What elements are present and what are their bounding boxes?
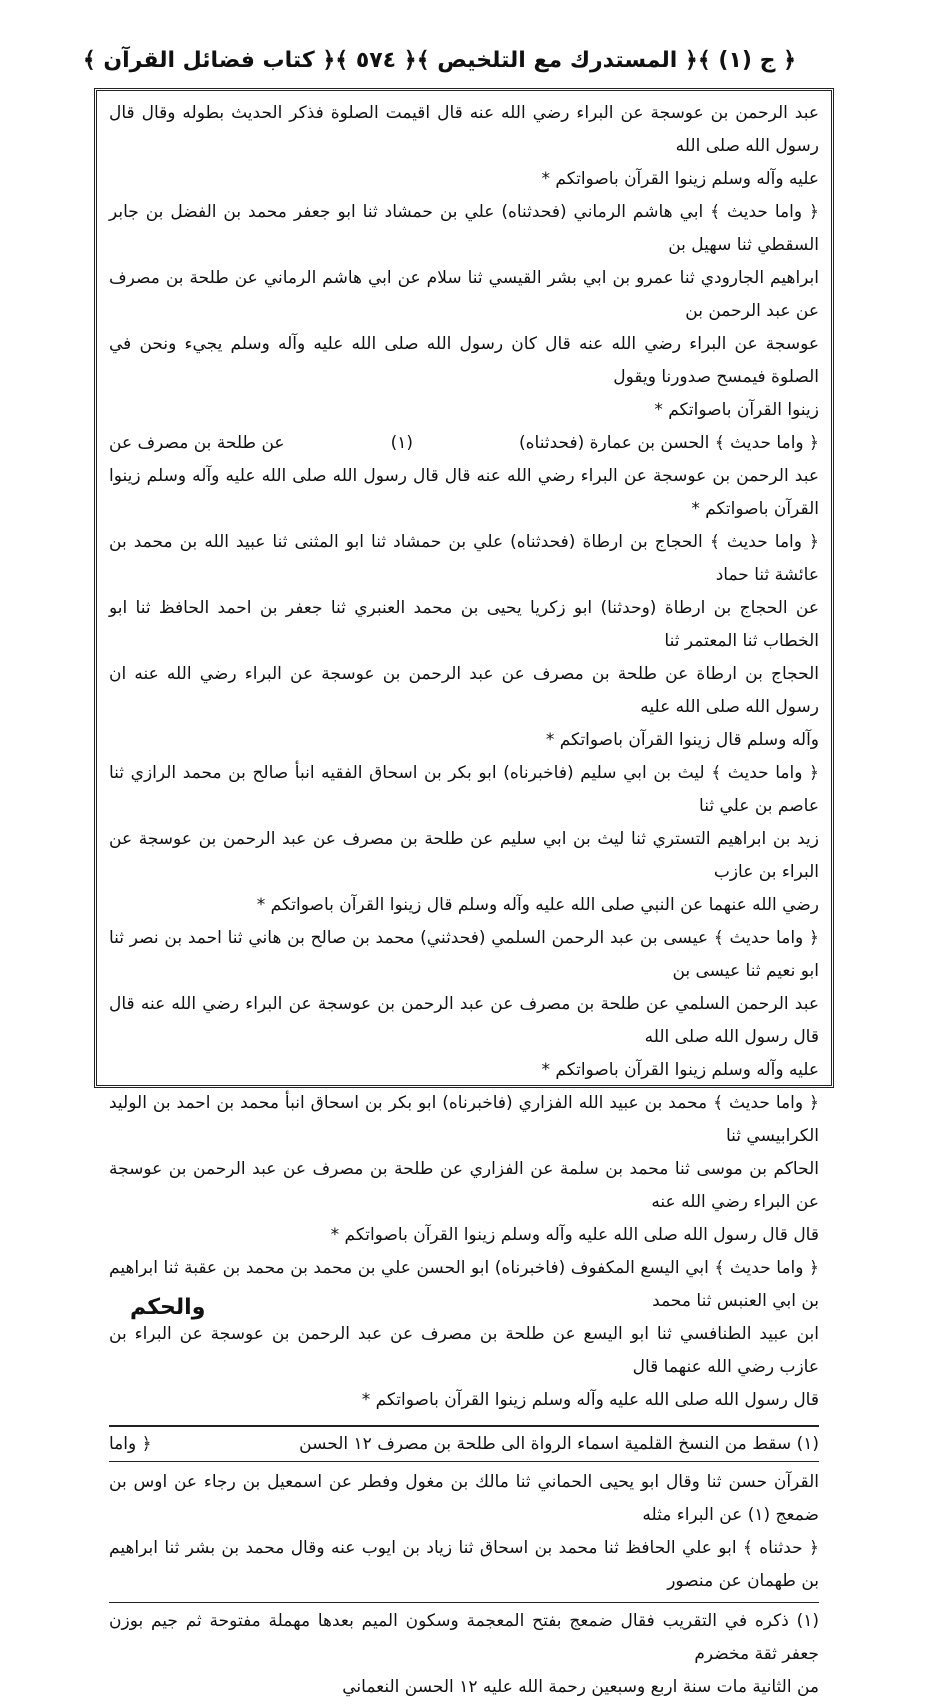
text-line: وآله وسلم قال زينوا القرآن باصواتكم * [545,730,819,750]
text-line: ﴿ واما حديث ﴾ عيسى بن عبد الرحمن السلمي (فحدثني) محمد بن صالح بن هاني ثنا احمد بن نصر ثنا ابو نعيم ثنا عيسى بن [109,928,819,981]
notes-section [109,1602,819,1704]
text-line: ﴿ واما حديث ﴾ محمد بن عبيد الله الفزاري (فاخبرناه) ابو بكر بن اسحاق انبأ محمد بن احمد بن الوليد الكرابيسي ثنا [109,1093,819,1146]
text-line: قال قال رسول الله صلى الله عليه وآله وسلم زينوا القرآن باصواتكم * [330,1225,819,1245]
chapter-title: ﴿ كتاب فضائل القرآن ﴾ [82,47,336,73]
text-line: عبد الرحمن السلمي عن طلحة بن مصرف عن عبد الرحمن بن عوسجة عن البراء رضي الله عنه قال قال رسول الله صلى الله [109,994,819,1047]
running-header [82,40,796,80]
footnote-marker: (١) [390,433,413,453]
main-text [109,97,819,1417]
talkhis-line: ﴿ حدثناه ﴾ ابو علي الحافظ ثنا محمد بن اسحاق ثنا زياد بن ايوب عنه وقال محمد بن بشر ثنا ابراهيم بن طهمان عن منصور [109,1538,819,1591]
text-line: رضي الله عنهما عن النبي صلى الله عليه وآله وسلم قال زينوا القرآن باصواتكم * [256,895,819,915]
footnote-text: (١) سقط من النسخ القلمية اسماء الرواة الى طلحة بن مصرف ١٢ الحسن [299,1434,819,1454]
text-line: عوسجة عن البراء رضي الله عنه قال كان رسول الله صلى الله عليه وآله وسلم يجيء ونحن في الصلوة فيمسح صدورنا ويقول [109,334,819,387]
text-line: الحجاج بن ارطاة عن طلحة بن مصرف عن عبد الرحمن بن عوسجة عن البراء رضي الله عنه ان رسول الله صلى الله عليه [109,664,819,717]
text-line: زينوا القرآن باصواتكم * [654,400,819,420]
catchword: والحكم [130,1295,206,1320]
text-line: الحاكم بن موسى ثنا محمد بن سلمة عن الفزاري عن طلحة بن مصرف عن عبد الرحمن بن عوسجة عن البراء رضي الله عنه [109,1159,819,1212]
footnote-catch: ﴿ واما [109,1434,152,1454]
text-line: عبد الرحمن بن عوسجة عن البراء رضي الله عنه قال اقيمت الصلوة فذكر الحديث بطوله وقال قال رسول الله صلى الله [109,103,819,156]
page-number: ﴿ ٥٧٤ ﴾ [335,47,417,73]
split-right: ﴿ واما حديث ﴾ الحسن بن عمارة (فحدثناه) [519,433,819,453]
text-line: عليه وآله وسلم زينوا القرآن باصواتكم * [541,169,819,189]
split-left: عن طلحة بن مصرف عن [109,433,285,453]
note-line: من الثانية مات سنة اربع وسبعين رحمة الله عليه ١٢ الحسن النعماني [342,1677,819,1697]
book-title: ﴿ المستدرك مع التلخيص ﴾ [416,47,698,73]
text-line: ابراهيم الجارودي ثنا عمرو بن ابي بشر القيسي ثنا سلام عن ابي هاشم الرماني عن طلحة بن مصرف عن عبد الرحمن بن [109,268,819,321]
text-line: ﴿ واما حديث ﴾ الحجاج بن ارطاة (فحدثناه) علي بن حمشاد ثنا ابو المثنى ثنا عبيد الله بن محمد بن عائشة ثنا حماد [109,532,819,585]
text-line: ﴿ واما حديث ﴾ ليث بن ابي سليم (فاخبرناه) ابو بكر بن اسحاق الفقيه انبأ صالح بن محمد الرازي ثنا عاصم بن علي ثنا [109,763,819,816]
text-line: عن الحجاج بن ارطاة (وحدثنا) ابو زكريا يحيى بن محمد العنبري ثنا جعفر بن احمد الحافظ ثنا ابو الخطاب ثنا المعتمر ثنا [109,598,819,651]
text-line: عليه وآله وسلم زينوا القرآن باصواتكم * [541,1060,819,1080]
text-line: زيد بن ابراهيم التستري ثنا ليث بن ابي سليم عن طلحة بن مصرف عن عبد الرحمن بن عوسجة عن البراء بن عازب [109,829,819,882]
text-line: ابن عبيد الطنافسي ثنا ابو اليسع عن طلحة بن مصرف عن عبد الرحمن بن عوسجة عن البراء بن عازب رضي الله عنهما قال [109,1324,819,1377]
text-line-split [109,427,819,460]
footnote-bar [109,1427,819,1462]
note-line: (١) ذكره في التقريب فقال ضمعج بفتح المعجمة وسكون الميم بعدها مهملة مفتوحة ثم جيم بوزن جعفر ثقة مخضرم [109,1611,819,1664]
text-line: قال رسول الله صلى الله عليه وآله وسلم زينوا القرآن باصواتكم * [361,1390,819,1410]
talkhis-line: القرآن حسن ثنا وقال ابو يحيى الحماني ثنا مالك بن مغول وفطر عن اسمعيل بن رجاء عن اوس بن ضمعج (١) عن البراء مثله [109,1472,819,1525]
text-line: ﴿ واما حديث ﴾ ابي هاشم الرماني (فحدثناه) علي بن حمشاد ثنا ابو جعفر محمد بن الفضل بن جابر السقطي ثنا سهيل بن [109,202,819,255]
text-line: ﴿ واما حديث ﴾ ابي اليسع المكفوف (فاخبرناه) ابو الحسن علي بن محمد بن محمد بن عقبة ثنا ابراهيم بن ابي العنبس ثنا محمد [109,1258,819,1311]
text-line: عبد الرحمن بن عوسجة عن البراء رضي الله عنه قال قال رسول الله صلى الله عليه وآله وسلم زينوا القرآن باصواتكم * [109,466,819,519]
volume-label: ﴿ ج (١) ﴾ [697,47,796,73]
talkhis-section [109,1466,819,1704]
